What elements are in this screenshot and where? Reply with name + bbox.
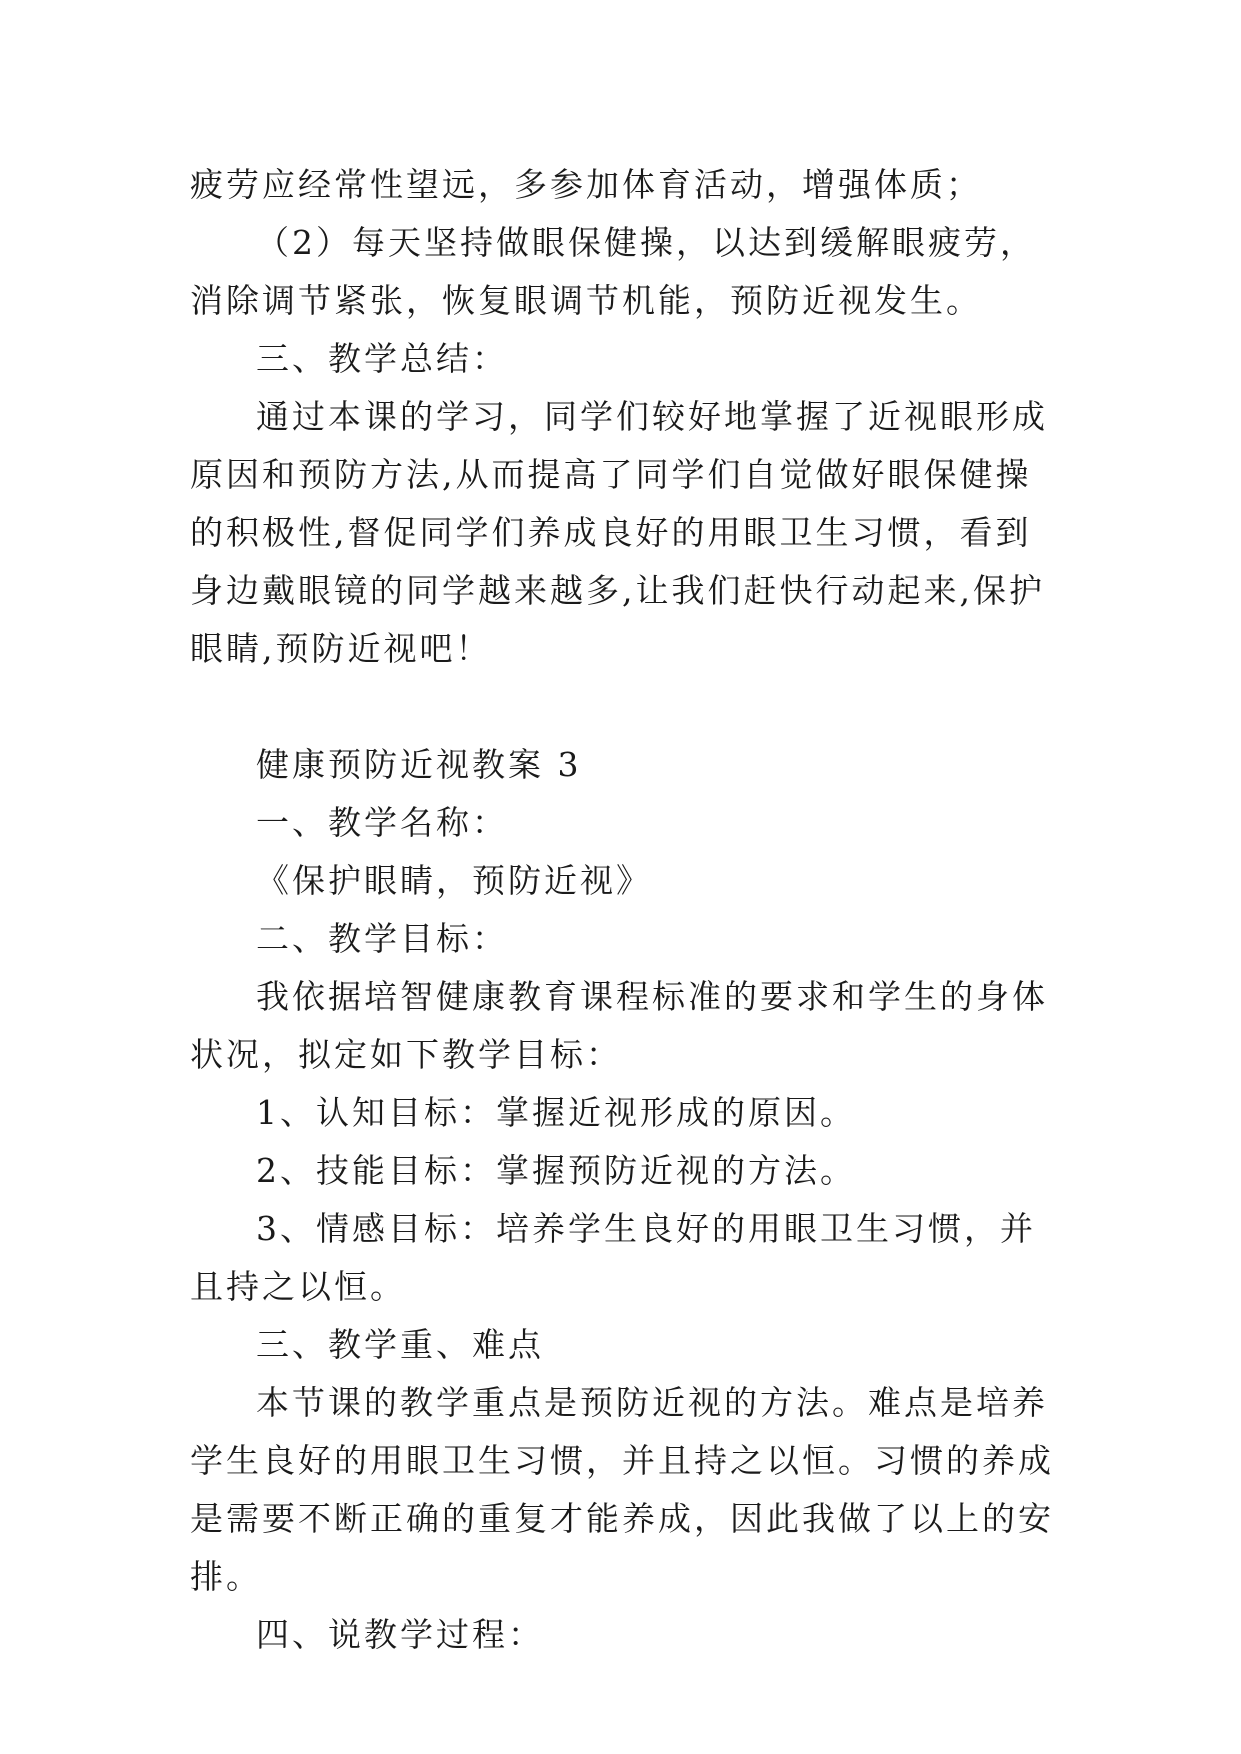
heading-teaching-process: 四、说教学过程： [256, 1615, 544, 1654]
paragraph-summary-body: 通过本课的学习，同学们较好地掌握了近视眼形成原因和预防方法,从而提高了同学们自觉做好眼保健操的积极性,督促同学们养成良好的用眼卫生习惯，看到身边戴眼镜的同学越来越多,让我们赶快行动起来,保护眼睛,预防近视吧！ [190, 397, 1048, 668]
lesson-name: 《保护眼睛，预防近视》 [256, 861, 652, 900]
document-page [190, 156, 1060, 1664]
paragraph-goals-intro: 我依据培智健康教育课程标准的要求和学生的身体状况，拟定如下教学目标： [190, 977, 1048, 1074]
paragraph-key-points-body: 本节课的教学重点是预防近视的方法。难点是培养学生良好的用眼卫生习惯，并且持之以恒。习惯的养成是需要不断正确的重复才能养成，因此我做了以上的安排。 [190, 1383, 1054, 1596]
paragraph-fatigue-continued: 疲劳应经常性望远，多参加体育活动，增强体质； [190, 165, 982, 204]
heading-teaching-name: 一、教学名称： [256, 803, 508, 842]
goal-skill: 2、技能目标：掌握预防近视的方法。 [256, 1151, 856, 1190]
heading-key-points: 三、教学重、难点 [256, 1325, 544, 1364]
heading-teaching-summary: 三、教学总结： [256, 339, 508, 378]
heading-teaching-goals: 二、教学目标： [256, 919, 508, 958]
section-spacer [190, 678, 1060, 736]
goal-cognitive: 1、认知目标：掌握近视形成的原因。 [256, 1093, 856, 1132]
goal-emotional: 3、情感目标：培养学生良好的用眼卫生习惯，并且持之以恒。 [190, 1209, 1036, 1306]
lesson-plan-title: 健康预防近视教案 3 [256, 745, 582, 784]
paragraph-eye-exercise: （2）每天坚持做眼保健操，以达到缓解眼疲劳，消除调节紧张，恢复眼调节机能，预防近视发生。 [190, 223, 1036, 320]
